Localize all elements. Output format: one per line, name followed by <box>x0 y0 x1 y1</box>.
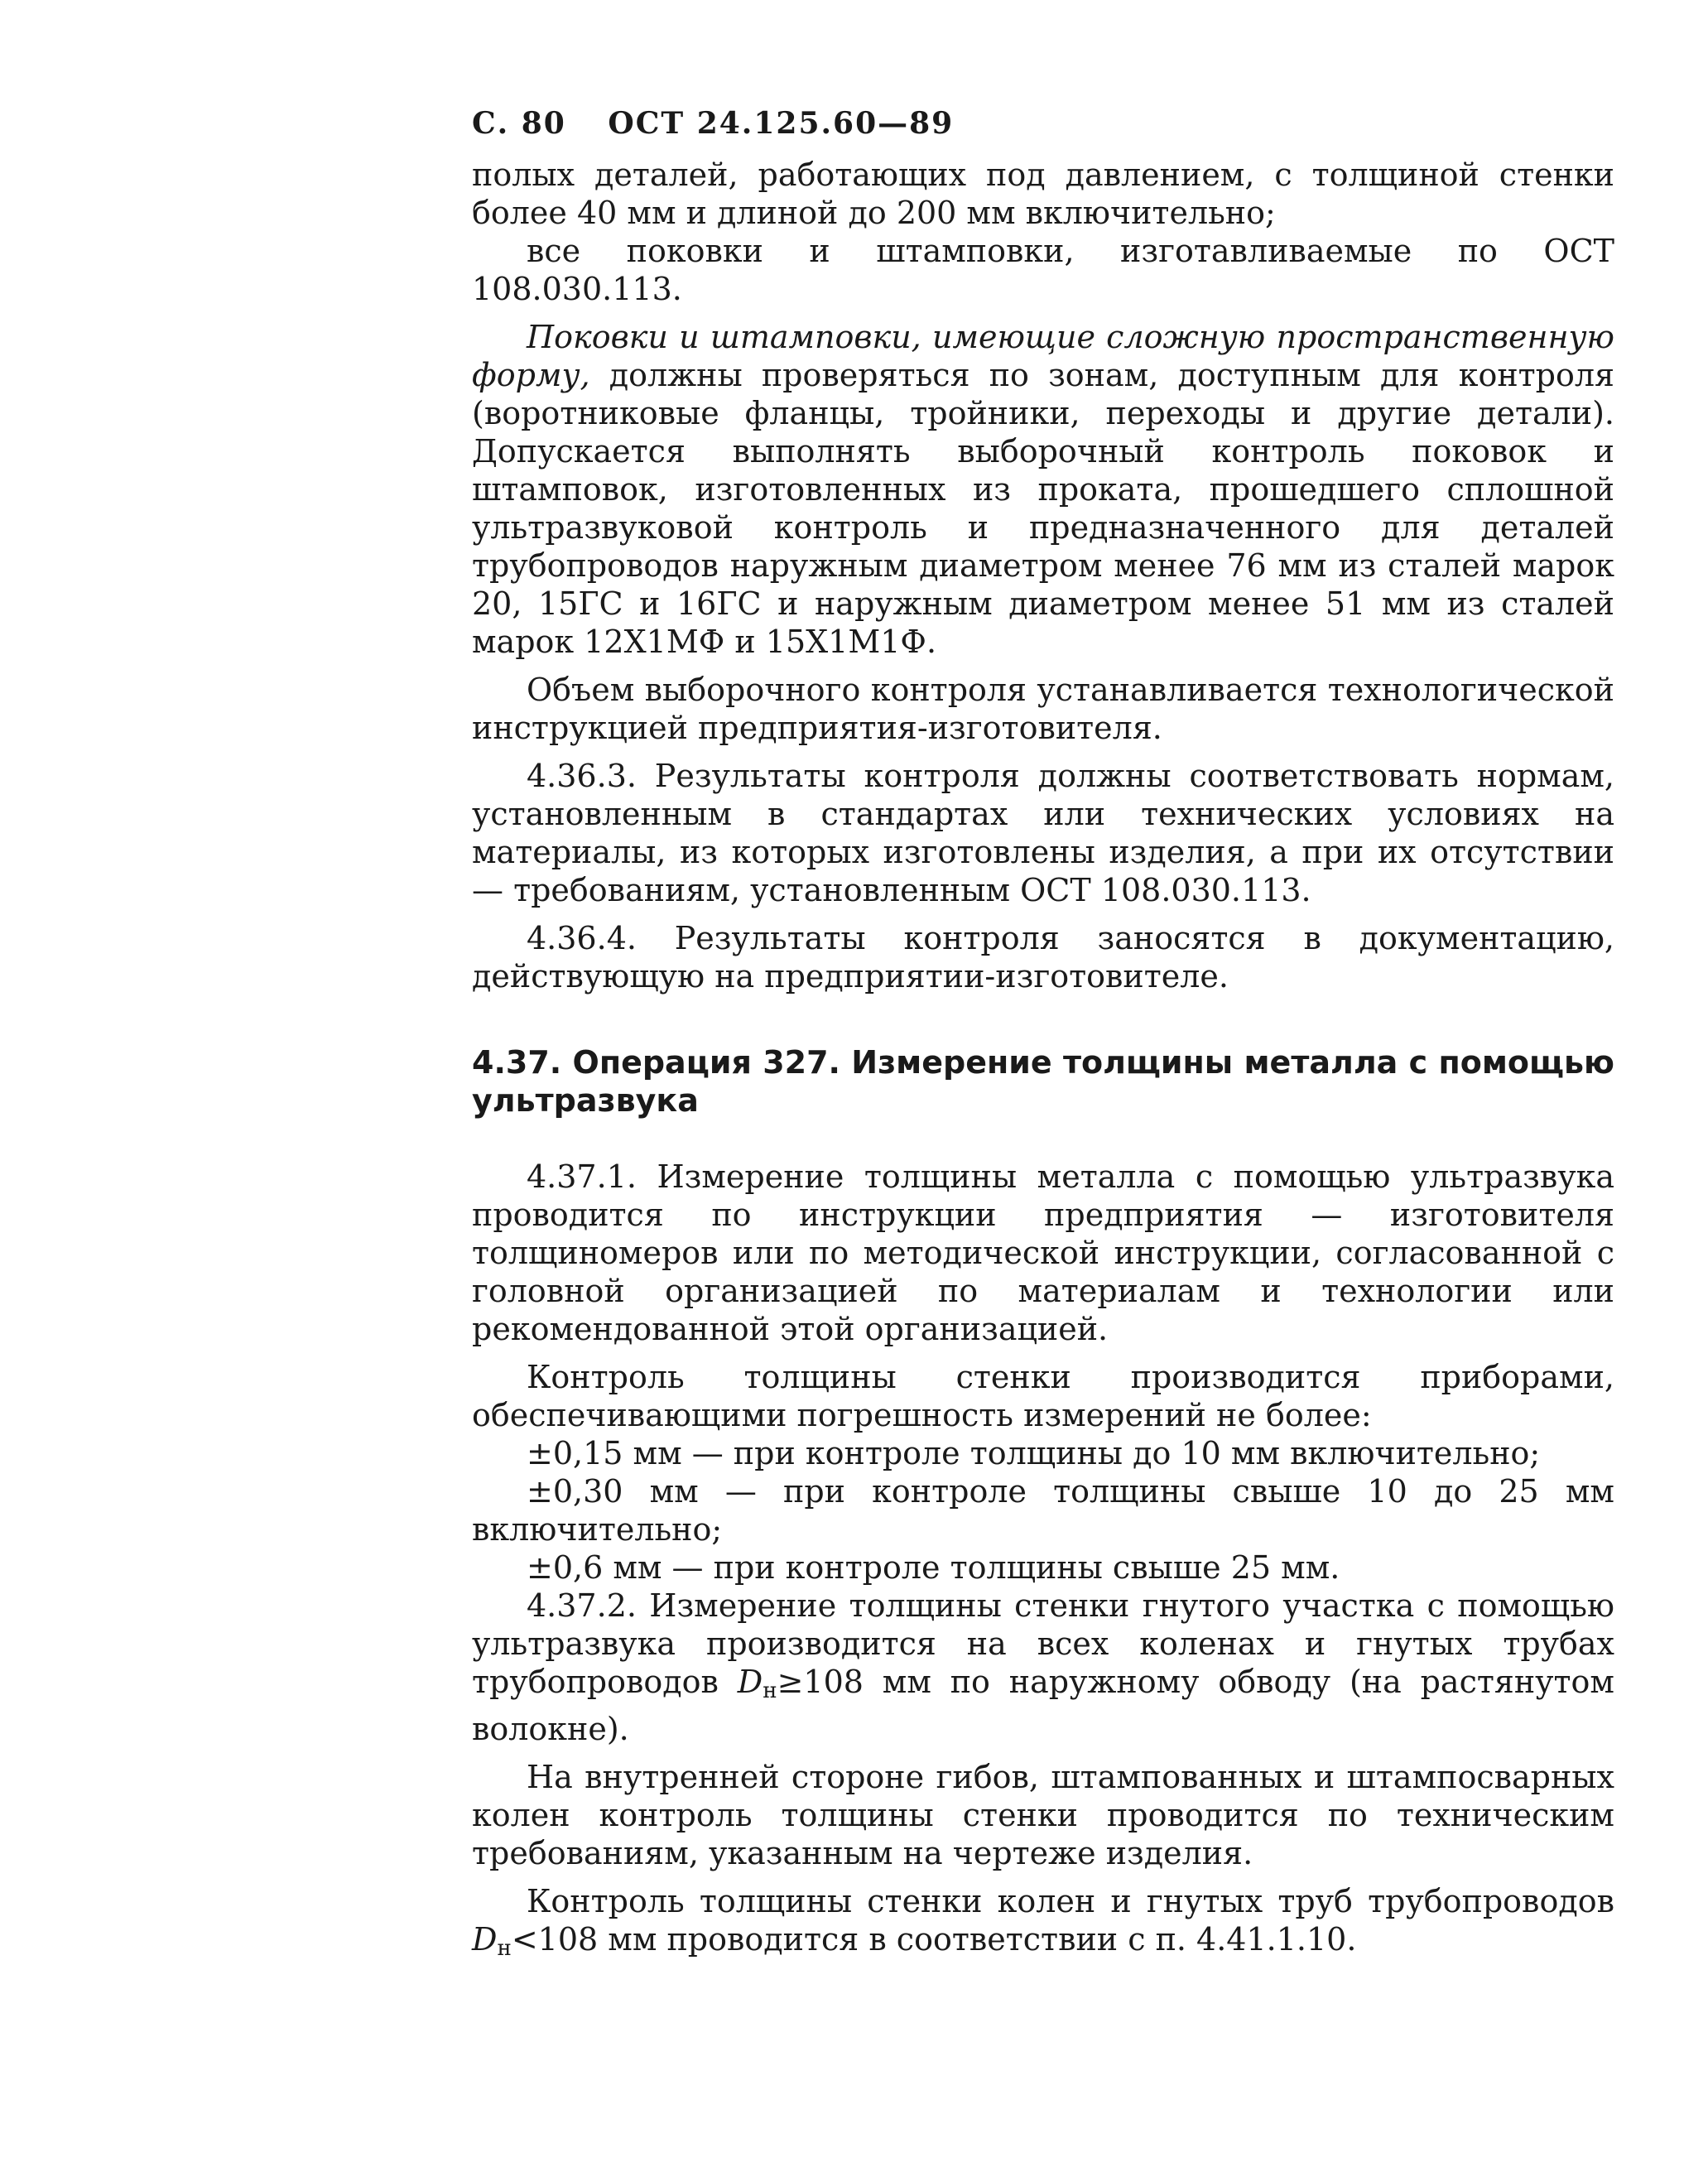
paragraph-4-37-2-tail: ≥108 мм по наружному обводу (на растянутом волокне). <box>472 1664 1614 1747</box>
paragraph-4-37-2-text: 4.37.2. Измерение толщины стенки гнутого участка с помощью ультразвука производится на всех коленах и гнутых трубах трубопроводов <box>472 1587 1614 1700</box>
diameter-subscript: н <box>497 1936 512 1961</box>
paragraph-complex-forgings-body: должны проверяться по зонам, доступным для контроля (воротниковые фланцы, тройники, переходы и другие детали). Допускается выполнять выборочный контроль поковок и штамповок, изготовленных из проката, прошедшего сплошной ультразвуковой контроль и предназначенного для деталей трубопроводов наружным диаметром менее 76 мм из сталей марок 20, 15ГС и 16ГС и наружным диаметром менее 51 мм из сталей марок 12Х1МФ и 15Х1М1Ф. <box>472 357 1614 660</box>
accuracy-item-1: ±0,15 мм — при контроле толщины до 10 мм включительно; <box>527 1435 1541 1471</box>
paragraph-4-37-1: 4.37.1. Измерение толщины металла с помощью ультразвука проводится по инструкции предприятия — изготовителя толщиномеров или по методической инструкции, согласованной с головной организацией по материалам и технологии или рекомендованной этой организацией. <box>472 1158 1614 1347</box>
paragraph-hollow-parts: полых деталей, работающих под давлением, с толщиной стенки более 40 мм и длиной до 200 мм включительно; <box>472 157 1614 231</box>
document-code: ОСТ 24.125.60—89 <box>608 106 955 141</box>
paragraph-all-forgings: все поковки и штамповки, изготавливаемые по ОСТ 108.030.113. <box>472 233 1614 307</box>
section-title-4-37: 4.37. Операция 327. Измерение толщины металла с помощью ультразвука <box>472 1044 1614 1119</box>
diameter-subscript: н <box>763 1678 777 1703</box>
paragraph-inner-side: На внутренней стороне гибов, штампованных и штампосварных колен контроль толщины стенки проводится по техническим требованиям, указанным на чертеже изделия. <box>472 1759 1614 1871</box>
paragraph-sampling-volume: Объем выборочного контроля устанавливается технологической инструкцией предприятия-изготовителя. <box>472 672 1614 746</box>
paragraph-4-37-2 <box>472 1587 1614 1748</box>
italic-lead: Поковки и штамповки, имеющие сложную пространственную форму, <box>472 319 1614 393</box>
paragraph-small-diameter-text: Контроль толщины стенки колен и гнутых труб трубопроводов <box>527 1883 1614 1919</box>
page-header <box>472 106 1614 141</box>
paragraph-complex-forgings <box>472 318 1614 661</box>
accuracy-item-2: ±0,30 мм — при контроле толщины свыше 10 до 25 мм включительно; <box>472 1473 1614 1548</box>
page-number: С. 80 <box>472 106 566 141</box>
document-page <box>472 106 1614 1967</box>
diameter-symbol: D <box>737 1664 763 1700</box>
paragraph-4-36-4: 4.36.4. Результаты контроля заносятся в документацию, действующую на предприятии-изготовителе. <box>472 920 1614 994</box>
paragraph-small-diameter-tail: <108 мм проводится в соответствии с п. 4.41.1.10. <box>511 1921 1357 1958</box>
paragraph-accuracy-intro: Контроль толщины стенки производится приборами, обеспечивающими погрешность измерений не более: <box>472 1359 1614 1433</box>
diameter-symbol: D <box>472 1921 498 1958</box>
paragraph-4-36-3: 4.36.3. Результаты контроля должны соответствовать нормам, установленным в стандартах или технических условиях на материалы, из которых изготовлены изделия, а при их отсутствии — требованиям, установленным ОСТ 108.030.113. <box>472 758 1614 908</box>
accuracy-item-3: ±0,6 мм — при контроле толщины свыше 25 мм. <box>527 1549 1340 1586</box>
paragraph-small-diameter <box>472 1882 1614 1967</box>
